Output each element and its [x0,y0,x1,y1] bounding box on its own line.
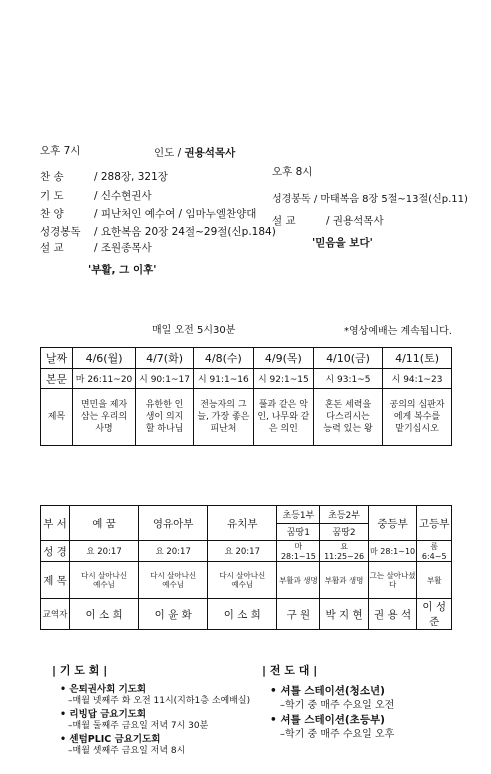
row-label-title: 제 목 [41,562,70,599]
verse-cell: 시 90:1~17 [136,369,194,389]
evangelism-item-2-detail: –학기 중 매주 수요일 오후 [280,729,395,740]
service-line-scripture: 성경봉독 / 요한복음 20장 24절~29절(신p.184) [40,226,276,238]
title-cell: 전능자의 그늘, 가장 좋은 피난처 [194,389,254,446]
prayer-item-3: • 센텀PLIC 금요기도회 [60,734,161,745]
row-label-pastor: 교역자 [41,599,70,630]
prayer-item-3-detail: –매월 셋째주 금요일 저녁 8시 [68,746,186,756]
date-cell: 4/6(월) [73,348,136,369]
title-cell: 풀과 같은 악인, 나무와 같은 의인 [253,389,313,446]
evangelism-item-1: • 셔틀 스테이션(청소년) [270,685,385,697]
daily-schedule-table [40,347,452,446]
service-line-sermon: 설 교 / 조원종목사 [40,242,152,254]
dept-name-row-1 [41,506,452,524]
invocation-name: 권용석목사 [184,147,236,159]
dept-name: 초등1부 [277,506,320,524]
row-label-verse: 본문 [41,369,73,389]
dept-title: 부활과 생명 [320,562,368,599]
date-cell: 4/9(목) [253,348,313,369]
title-cell: 면민을 제자 삼는 우리의 사명 [73,389,136,446]
service2-preacher: 설 교 / 권용석목사 [272,215,384,227]
date-cell: 4/7(화) [136,348,194,369]
verse-cell: 시 92:1~15 [253,369,313,389]
title-cell: 유한한 인생이 의지할 하나님 [136,389,194,446]
invocation-label: 인도 / [154,147,182,159]
evangelism-item-1-detail: –학기 중 매주 수요일 오전 [280,700,395,711]
prayer-item-1: • 은퇴권사회 기도회 [60,684,147,695]
verse-cell: 시 91:1~16 [194,369,254,389]
date-cell: 4/8(수) [194,348,254,369]
daily-verse-row [41,369,452,389]
dept-verse: 롬 6:4~5 [417,541,452,562]
row-label-verse: 성 경 [41,541,70,562]
row-label-title: 제목 [41,389,73,446]
dept-name: 예 꿈 [70,506,139,541]
dept-verse: 마 28:1~15 [277,541,320,562]
service-line-prayer: 기 도 / 신수현권사 [40,190,152,202]
department-table [40,505,452,630]
daily-time: 매일 오전 5시30분 [152,325,236,336]
prayer-item-2-detail: –매월 둘째주 금요일 저녁 7시 30분 [68,721,209,731]
dept-title-row [41,562,452,599]
dept-title: 부활과 생명 [277,562,320,599]
dept-title: 다시 살아나신 예수님 [139,562,208,599]
dept-verse: 요 20:17 [208,541,277,562]
verse-cell: 시 94:1~23 [383,369,452,389]
service-time: 오후 7시 [40,145,81,157]
prayer-item-1-detail: –매월 넷째주 화 오전 11시(지하1층 소예배실) [68,696,251,706]
evangelism-item-2: • 셔틀 스테이션(초등부) [270,714,385,726]
service2-scripture: 성경봉독 / 마태복음 8장 5절~13절(신p.11) [272,194,468,205]
dept-verse: 요 20:17 [139,541,208,562]
dept-name: 유치부 [208,506,277,541]
sermon-title: '부활, 그 이후' [88,264,157,276]
dept-name: 고등부 [417,506,452,541]
daily-note: *영상예배는 계속됩니다. [344,326,452,337]
dept-name: 초등2부 [320,506,368,524]
dept-title: 그는 살아나셨다 [368,562,417,599]
title-cell: 혼돈 세력을 다스리시는 능력 있는 왕 [313,389,382,446]
daily-date-row [41,348,452,369]
dept-name: 영유아부 [139,506,208,541]
verse-cell: 시 93:1~5 [313,369,382,389]
evangelism-heading: | 전 도 대 | [262,664,318,677]
dept-verse-row [41,541,452,562]
prayer-item-2: • 리빙답 금요기도회 [60,709,147,720]
dept-verse: 요 11:25~26 [320,541,368,562]
row-label-dept: 부 서 [41,506,70,541]
date-cell: 4/11(토) [383,348,452,369]
title-cell: 공의의 심판자에게 복수를 맡기십시오 [383,389,452,446]
dept-pastor: 이 소 희 [70,599,139,630]
dept-pastor: 박 지 현 [320,599,368,630]
dept-pastor: 구 원 [277,599,320,630]
prayer-heading: | 기 도 회 | [52,664,108,677]
dept-title: 부활 [417,562,452,599]
daily-title-row [41,389,452,446]
dept-pastor: 이 윤 화 [139,599,208,630]
dept-pastor: 권 용 석 [368,599,417,630]
service-line-praise: 찬 양 / 피난처인 예수여 / 임마누엘찬양대 [40,208,257,220]
dept-pastor: 이 소 희 [208,599,277,630]
dept-subname: 꿈땅2 [320,523,368,541]
dept-title: 다시 살아나신 예수님 [208,562,277,599]
invocation [154,145,235,160]
service2-time: 오후 8시 [272,166,313,178]
verse-cell: 마 26:11~20 [73,369,136,389]
dept-name: 중등부 [368,506,417,541]
dept-pastor-row [41,599,452,630]
dept-verse: 요 20:17 [70,541,139,562]
service2-sermon-title: '믿음을 보다' [312,237,373,249]
service-line-hymn: 찬 송 / 288장, 321장 [40,171,168,183]
dept-verse: 마 28:1~10 [368,541,417,562]
dept-subname: 꿈땅1 [277,523,320,541]
row-label-date: 날짜 [41,348,73,369]
dept-title: 다시 살아나신 예수님 [70,562,139,599]
date-cell: 4/10(금) [313,348,382,369]
dept-pastor: 이 성 준 [417,599,452,630]
